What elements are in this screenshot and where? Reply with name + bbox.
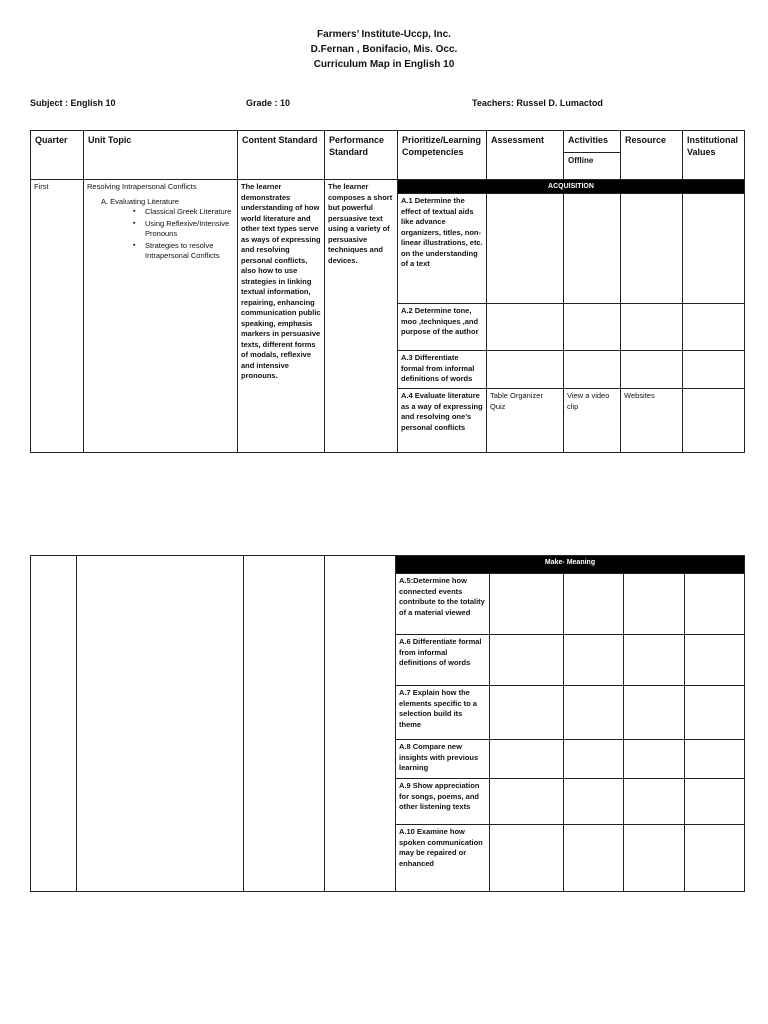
resource-cell: [621, 304, 683, 351]
institution-name: Farmers’ Institute-Uccp, Inc.: [317, 29, 451, 40]
resource-cell: [621, 351, 683, 389]
competency-cell: A.10 Examine how spoken communication may be repaired or enhanced: [396, 825, 490, 892]
activity-cell: [564, 635, 624, 686]
resource-cell: [621, 194, 683, 304]
competency-cell: A.1 Determine the effect of textual aids like advance organizers, titles, non-linear illustrations, etc. on the understanding of a text: [398, 194, 487, 304]
grade-label: Grade : 10: [246, 98, 291, 108]
unit-topic-cell: [84, 180, 238, 453]
assessment-cell: [490, 686, 564, 740]
topic-bullet: ▪ Strategies to resolve Intrapersonal Conflicts: [145, 241, 234, 262]
sub-topic: A. Evaluating Literature: [101, 196, 179, 206]
competency-cell: A.9 Show appreciation for songs, poems, and other listening texts: [396, 779, 490, 825]
values-cell: [685, 779, 745, 825]
activity-cell: [564, 779, 624, 825]
content-standard-cell: The learner demonstrates understanding of how world literature and other text types serve as ways of expressing and resolving personal conflicts, also how to use strategies in linking textual information, repairing, enhancing communication public speaking, emphasis markers in persuasive texts, different forms of modals, reflexive and intensive pronouns.: [238, 180, 325, 453]
competency-cell: A.8 Compare new insights with previous learning: [396, 740, 490, 779]
assessment-cell: [490, 825, 564, 892]
header-unit-topic: Unit Topic: [84, 131, 238, 180]
resource-cell: [624, 686, 685, 740]
activity-cell: [564, 574, 624, 635]
header-performance-standard: Performance Standard: [325, 131, 398, 180]
header-assessment: Assessment: [487, 131, 564, 180]
resource-cell: [624, 635, 685, 686]
competency-cell: A.5:Determine how connected events contribute to the totality of a material viewed: [396, 574, 490, 635]
activity-cell: [564, 686, 624, 740]
values-cell: [683, 351, 745, 389]
assessment-cell: [487, 304, 564, 351]
institution-address: D.Fernan , Bonifacio, Mis. Occ.: [310, 44, 458, 55]
competency-cell: A.2 Determine tone, moo ,techniques ,and purpose of the author: [398, 304, 487, 351]
resource-cell: Websites: [621, 389, 683, 453]
activity-cell: [564, 304, 621, 351]
assessment-cell: [487, 351, 564, 389]
performance-standard-cell: [325, 556, 396, 892]
competency-cell: A.4 Evaluate literature as a way of expressing and resolving one’s personal conflicts: [398, 389, 487, 453]
resource-cell: [624, 825, 685, 892]
subject-label: Subject : English 10: [30, 98, 116, 108]
header-resource: Resource: [621, 131, 683, 180]
unit-topic-cell: [77, 556, 244, 892]
resource-cell: [624, 574, 685, 635]
header-activities: Activities: [564, 131, 621, 153]
assessment-cell: Table Organizer Quiz: [487, 389, 564, 453]
quarter-cell: First: [31, 180, 84, 453]
resource-cell: [624, 779, 685, 825]
topic-bullet: ▪ Using Reflexive/Intensive Pronouns: [145, 219, 234, 240]
values-cell: [685, 686, 745, 740]
content-standard-cell: [244, 556, 325, 892]
values-cell: [683, 304, 745, 351]
performance-standard-cell: The learner composes a short but powerful persuasive text using a variety of persuasive techniques and devices.: [325, 180, 398, 453]
quarter-cell: [31, 556, 77, 892]
competency-cell: A.6 Differentiate formal from informal definitions of words: [396, 635, 490, 686]
topic-bullet: ▪ Classical Greek Literature: [145, 207, 234, 218]
assessment-cell: [490, 574, 564, 635]
values-cell: [685, 825, 745, 892]
activity-cell: [564, 194, 621, 304]
assessment-cell: [487, 194, 564, 304]
activity-cell: [564, 740, 624, 779]
acquisition-band: ACQUISITION: [398, 180, 745, 194]
header-content-standard: Content Standard: [238, 131, 325, 180]
curriculum-table-acquisition: [30, 130, 745, 453]
assessment-cell: [490, 635, 564, 686]
activity-cell: [564, 825, 624, 892]
teachers-label: Teachers: Russel D. Lumactod: [472, 98, 603, 108]
competency-cell: A.7 Explain how the elements specific to a selection build its theme: [396, 686, 490, 740]
activity-cell: [564, 351, 621, 389]
header-competencies: Prioritize/Learning Competencies: [398, 131, 487, 180]
values-cell: [685, 574, 745, 635]
assessment-cell: [490, 740, 564, 779]
competency-cell: A.3 Differentiate formal from informal definitions of words: [398, 351, 487, 389]
values-cell: [683, 389, 745, 453]
document-title: Curriculum Map in English 10: [313, 59, 455, 70]
header-quarter: Quarter: [31, 131, 84, 180]
values-cell: [685, 740, 745, 779]
header-institutional-values: Institutional Values: [683, 131, 745, 180]
assessment-cell: [490, 779, 564, 825]
activity-cell: View a video clip: [564, 389, 621, 453]
curriculum-table-make-meaning: [30, 555, 745, 892]
values-cell: [683, 194, 745, 304]
values-cell: [685, 635, 745, 686]
resource-cell: [624, 740, 685, 779]
unit-topic-title: Resolving Intrapersonal Conflicts: [87, 182, 197, 191]
header-activities-offline: Offline: [564, 153, 621, 180]
make-meaning-band: Make- Meaning: [396, 556, 745, 574]
